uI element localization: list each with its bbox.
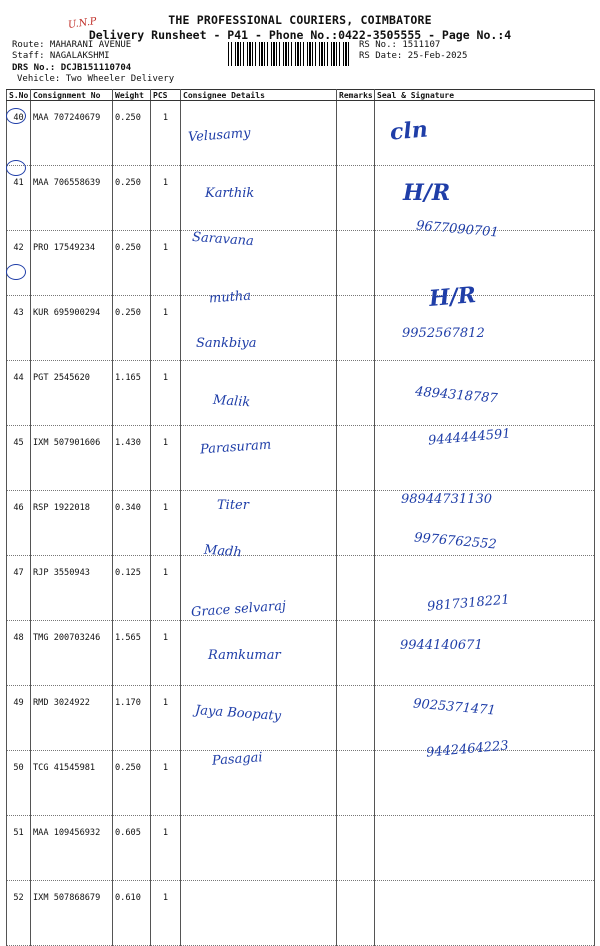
handwritten-consignee-name: Saravana [191, 229, 255, 250]
table-row [7, 556, 595, 621]
weight-cell: 1.170 [113, 686, 151, 751]
barcode-bar [231, 42, 232, 66]
sno-cell: 46 [7, 491, 31, 556]
barcode-bar [339, 42, 340, 66]
barcode-bar [259, 42, 260, 66]
remarks-cell [337, 101, 375, 166]
weight-cell: 0.125 [113, 556, 151, 621]
barcode-bar [240, 42, 241, 66]
remarks-cell [337, 686, 375, 751]
weight-cell: 0.605 [113, 816, 151, 881]
barcode-bar [249, 42, 251, 66]
col-seal-signature: Seal & Signature [375, 90, 595, 101]
rs-date: RS Date: 25-Feb-2025 [359, 51, 468, 61]
pcs-cell: 1 [151, 296, 181, 361]
handwritten-signature: 9817318221 [426, 592, 511, 615]
sno-cell: 45 [7, 426, 31, 491]
barcode-bar [264, 42, 265, 66]
consignment-cell: IXM 507868679 [31, 881, 113, 946]
weight-cell: 1.165 [113, 361, 151, 426]
barcode-bar [343, 42, 344, 66]
weight-cell: 1.430 [113, 426, 151, 491]
seal-signature-cell [375, 816, 595, 881]
consignment-cell: PGT 2545620 [31, 361, 113, 426]
consignee-cell [181, 426, 337, 491]
handwritten-note: U.N.P [67, 16, 98, 31]
handwritten-signature: 98944731130 [401, 492, 492, 507]
handwritten-consignee-name: Pasagai [211, 750, 264, 769]
consignment-cell: RSP 1922018 [31, 491, 113, 556]
remarks-cell [337, 361, 375, 426]
handwritten-signature: 4894318787 [414, 384, 499, 407]
seal-signature-cell [375, 231, 595, 296]
barcode-bar [291, 42, 292, 66]
pcs-cell: 1 [151, 361, 181, 426]
handwritten-consignee-name: Sankbiya [196, 336, 257, 351]
seal-signature-cell [375, 556, 595, 621]
remarks-cell [337, 881, 375, 946]
pcs-cell: 1 [151, 881, 181, 946]
pcs-cell: 1 [151, 101, 181, 166]
table-header-row [7, 90, 595, 101]
barcode-bar [312, 42, 313, 66]
barcode-bar [252, 42, 253, 66]
barcode-bar [315, 42, 316, 66]
barcode [228, 42, 352, 66]
barcode-bar [321, 42, 323, 66]
remarks-cell [337, 231, 375, 296]
handwritten-signature: 9944140671 [400, 638, 483, 653]
handwritten-consignee-name: Malik [212, 392, 251, 411]
consignment-cell: MAA 707240679 [31, 101, 113, 166]
seal-signature-cell [375, 881, 595, 946]
handwritten-consignee-name: Madh [203, 542, 243, 561]
consignment-cell: TCG 41545981 [31, 751, 113, 816]
consignment-cell: MAA 109456932 [31, 816, 113, 881]
consignee-cell [181, 361, 337, 426]
table-row [7, 101, 595, 166]
weight-cell: 0.340 [113, 491, 151, 556]
barcode-bar [303, 42, 304, 66]
weight-cell: 0.250 [113, 231, 151, 296]
handwritten-signature: 9677090701 [415, 218, 500, 241]
barcode-bar [273, 42, 275, 66]
weight-cell: 1.565 [113, 621, 151, 686]
barcode-bar [309, 42, 311, 66]
barcode-bar [279, 42, 280, 66]
handwritten-signature: 9444444591 [427, 426, 512, 449]
table-row [7, 491, 595, 556]
barcode-bar [288, 42, 289, 66]
sno-cell: 40 [7, 101, 31, 166]
remarks-cell [337, 491, 375, 556]
consignment-cell: PRO 17549234 [31, 231, 113, 296]
sno-cell: 52 [7, 881, 31, 946]
col-consignee: Consignee Details [181, 90, 337, 101]
barcode-bar [345, 42, 347, 66]
handwritten-signature: 9976762552 [413, 530, 498, 553]
staff-label: Staff: NAGALAKSHMI [12, 51, 110, 61]
table-row [7, 816, 595, 881]
handwritten-signature: cln [388, 116, 429, 146]
handwritten-signature: H/R [403, 180, 451, 206]
barcode-bar [247, 42, 248, 66]
barcode-bar [283, 42, 284, 66]
handwritten-consignee-name: Jaya Boopaty [194, 703, 282, 724]
consignment-cell: MAA 706558639 [31, 166, 113, 231]
barcode-bar [235, 42, 236, 66]
barcode-bar [271, 42, 272, 66]
runsheet-title: Delivery Runsheet - P41 - Phone No.:0422-3505555 - Page No.:4 [88, 28, 512, 42]
drs-number: DRS No.: DCJB151110704 [12, 63, 132, 73]
table-row [7, 361, 595, 426]
pcs-cell: 1 [151, 166, 181, 231]
barcode-bar [319, 42, 320, 66]
company-title: THE PROFESSIONAL COURIERS, COIMBATORE [168, 13, 432, 27]
seal-signature-cell [375, 621, 595, 686]
consignment-cell: RJP 3550943 [31, 556, 113, 621]
pcs-cell: 1 [151, 621, 181, 686]
barcode-bar [276, 42, 277, 66]
handwritten-consignee-name: Karthik [205, 186, 255, 201]
barcode-bar [255, 42, 256, 66]
sno-cell: 44 [7, 361, 31, 426]
barcode-bar [336, 42, 337, 66]
barcode-bar [327, 42, 328, 66]
remarks-cell [337, 816, 375, 881]
col-weight: Weight [113, 90, 151, 101]
remarks-cell [337, 556, 375, 621]
pcs-cell: 1 [151, 426, 181, 491]
sno-cell: 50 [7, 751, 31, 816]
sno-circle-mark [6, 108, 26, 124]
runsheet-table [6, 89, 595, 946]
pcs-cell: 1 [151, 491, 181, 556]
consignment-cell: TMG 200703246 [31, 621, 113, 686]
barcode-bar [331, 42, 332, 66]
handwritten-consignee-name: Titer [217, 498, 249, 513]
remarks-cell [337, 621, 375, 686]
rs-number: RS No.: 1511107 [359, 40, 441, 50]
weight-cell: 0.250 [113, 101, 151, 166]
consignment-cell: KUR 695900294 [31, 296, 113, 361]
sno-cell: 51 [7, 816, 31, 881]
remarks-cell [337, 426, 375, 491]
barcode-bar [267, 42, 268, 66]
table-row [7, 296, 595, 361]
consignee-cell [181, 816, 337, 881]
table-row [7, 751, 595, 816]
pcs-cell: 1 [151, 556, 181, 621]
seal-signature-cell [375, 751, 595, 816]
barcode-bar [228, 42, 229, 66]
barcode-bar [243, 42, 244, 66]
pcs-cell: 1 [151, 816, 181, 881]
barcode-bar [348, 42, 349, 66]
barcode-bar [333, 42, 335, 66]
barcode-bar [324, 42, 325, 66]
col-sno: S.No [7, 90, 31, 101]
consignment-cell: IXM 507901606 [31, 426, 113, 491]
weight-cell: 0.250 [113, 166, 151, 231]
sno-cell: 48 [7, 621, 31, 686]
handwritten-consignee-name: Grace selvaraj [190, 598, 287, 621]
route-label: Route: MAHARANI AVENUE [12, 40, 132, 50]
table-row [7, 166, 595, 231]
table-row [7, 231, 595, 296]
consignment-cell: RMD 3024922 [31, 686, 113, 751]
handwritten-consignee-name: Velusamy [187, 125, 251, 146]
remarks-cell [337, 296, 375, 361]
sno-cell: 41 [7, 166, 31, 231]
handwritten-consignee-name: Parasuram [199, 437, 272, 458]
sno-circle-mark [6, 264, 26, 280]
handwritten-signature: 9952567812 [402, 326, 485, 341]
barcode-bar [285, 42, 287, 66]
table-row [7, 881, 595, 946]
sno-cell: 49 [7, 686, 31, 751]
consignee-cell [181, 881, 337, 946]
weight-cell: 0.250 [113, 296, 151, 361]
barcode-bar [300, 42, 301, 66]
weight-cell: 0.250 [113, 751, 151, 816]
pcs-cell: 1 [151, 686, 181, 751]
handwritten-signature: H/R [427, 281, 478, 313]
barcode-bar [307, 42, 308, 66]
handwritten-consignee-name: Ramkumar [208, 648, 281, 663]
col-consignment: Consignment No [31, 90, 113, 101]
weight-cell: 0.610 [113, 881, 151, 946]
sno-cell: 42 [7, 231, 31, 296]
sno-cell: 47 [7, 556, 31, 621]
vehicle-label: Vehicle: Two Wheeler Delivery [17, 74, 175, 84]
barcode-bar [237, 42, 239, 66]
pcs-cell: 1 [151, 231, 181, 296]
table-row [7, 621, 595, 686]
sno-cell: 43 [7, 296, 31, 361]
handwritten-signature: 9025371471 [412, 696, 497, 719]
consignee-cell [181, 166, 337, 231]
barcode-bar [297, 42, 299, 66]
remarks-cell [337, 166, 375, 231]
barcode-bar [261, 42, 263, 66]
pcs-cell: 1 [151, 751, 181, 816]
barcode-bar [295, 42, 296, 66]
col-pcs: PCS [151, 90, 181, 101]
sno-circle-mark [6, 160, 26, 176]
handwritten-signature: 9442464223 [425, 738, 510, 761]
col-remarks: Remarks [337, 90, 375, 101]
remarks-cell [337, 751, 375, 816]
handwritten-consignee-name: mutha [208, 288, 252, 307]
